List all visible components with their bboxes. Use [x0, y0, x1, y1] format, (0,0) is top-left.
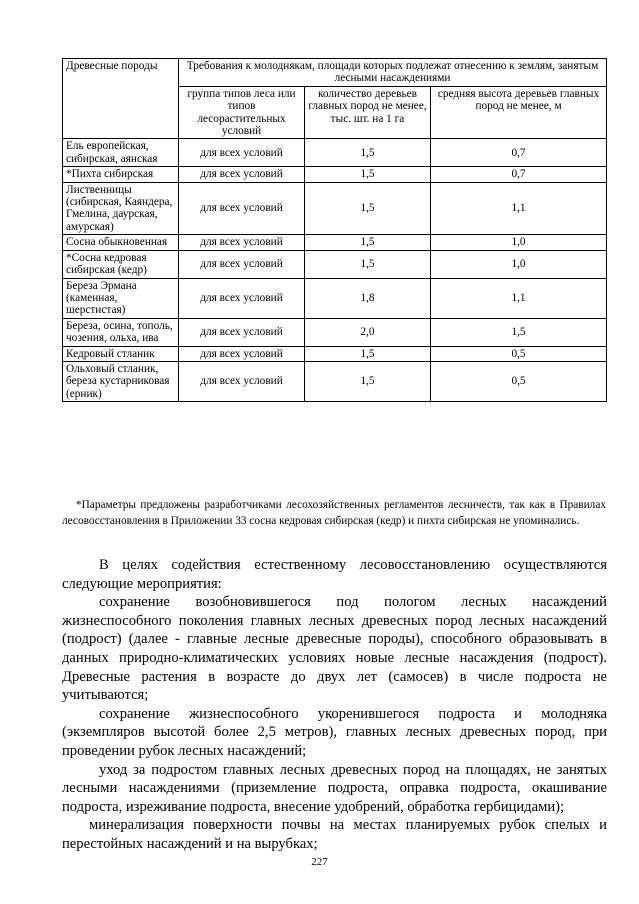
cell-group: для всех условий	[179, 318, 305, 346]
cell-count: 1,5	[305, 167, 431, 182]
header-requirements: Требования к молоднякам, площади которых подлежат отнесению к землям, занятым лесными насаждениями	[179, 59, 607, 87]
cell-count: 1,5	[305, 250, 431, 278]
header-species: Древесные породы	[63, 59, 179, 139]
table-row	[63, 235, 607, 250]
cell-height: 1,1	[431, 182, 607, 235]
cell-height: 0,7	[431, 167, 607, 182]
table-footnote	[62, 497, 606, 530]
cell-count: 1,5	[305, 139, 431, 167]
table-row	[63, 361, 607, 401]
cell-height: 0,5	[431, 346, 607, 361]
cell-group: для всех условий	[179, 361, 305, 401]
cell-count: 2,0	[305, 318, 431, 346]
table-header-row	[63, 59, 607, 87]
cell-group: для всех условий	[179, 182, 305, 235]
requirements-table	[62, 58, 607, 402]
cell-count: 1,5	[305, 361, 431, 401]
paragraph: уход за подростом главных лесных древесных пород на площадях, не занятых лесными насаждениями (приземление подроста, оправка подроста, окашивание подроста, изреживание подроста, внесение удобрений, обработка гербицидами);	[62, 761, 607, 815]
cell-count: 1,8	[305, 278, 431, 318]
table-row	[63, 250, 607, 278]
cell-group: для всех условий	[179, 346, 305, 361]
paragraph: минерализация поверхности почвы на местах планируемых рубок спелых и перестойных насаждений и на вырубках;	[62, 817, 607, 852]
cell-species: Береза Эрмана (каменная, шерстистая)	[63, 278, 179, 318]
header-forest-type-group: группа типов леса или типов лесорастительных условий	[179, 86, 305, 139]
cell-group: для всех условий	[179, 278, 305, 318]
cell-species: Ель европейская, сибирская, аянская	[63, 139, 179, 167]
paragraph: сохранение жизнеспособного укоренившегося подроста и молодняка (экземпляров высотой более 2,5 метров), главных лесных древесных пород, при проведении рубок лесных насаждений;	[62, 705, 607, 759]
header-tree-count: количество деревьев главных пород не менее, тыс. шт. на 1 га	[305, 86, 431, 139]
page-number: 227	[311, 856, 328, 868]
table-row	[63, 278, 607, 318]
table-row	[63, 318, 607, 346]
cell-species: Береза, осина, тополь, чозения, ольха, ива	[63, 318, 179, 346]
cell-height: 1,0	[431, 250, 607, 278]
cell-count: 1,5	[305, 235, 431, 250]
cell-species: Лиственницы (сибирская, Каяндера, Гмелина, даурская, амурская)	[63, 182, 179, 235]
cell-species: Кедровый стланик	[63, 346, 179, 361]
cell-height: 1,0	[431, 235, 607, 250]
cell-group: для всех условий	[179, 139, 305, 167]
cell-species: Ольховый стланик, береза кустарниковая (ерник)	[63, 361, 179, 401]
table-row	[63, 182, 607, 235]
cell-height: 0,5	[431, 361, 607, 401]
cell-group: для всех условий	[179, 235, 305, 250]
cell-count: 1,5	[305, 182, 431, 235]
cell-group: для всех условий	[179, 250, 305, 278]
header-tree-height: средняя высота деревьев главных пород не менее, м	[431, 86, 607, 139]
cell-height: 0,7	[431, 139, 607, 167]
cell-height: 1,1	[431, 278, 607, 318]
paragraph: сохранение возобновившегося под пологом лесных насаждений жизнеспособного поколения главных лесных древесных пород лесных насаждений (подрост) (далее - главные лесные древесные породы), способного образовывать в данных природно-климатических условиях новые лесные насаждения (подрост). Древесные растения в возрасте до двух лет (самосев) в числе подроста не учитываются;	[62, 594, 607, 704]
footnote-text: *Параметры предложены разработчиками лесохозяйственных регламентов лесничеств, так как в Правилах лесовосстановления в Приложении 33 сосна кедровая сибирская (кедр) и пихта сибирская не упоминались.	[62, 499, 606, 528]
cell-count: 1,5	[305, 346, 431, 361]
cell-species: Сосна обыкновенная	[63, 235, 179, 250]
cell-group: для всех условий	[179, 167, 305, 182]
table-row	[63, 167, 607, 182]
table-row	[63, 139, 607, 167]
body-text	[62, 556, 607, 854]
cell-species: *Пихта сибирская	[63, 167, 179, 182]
table-row	[63, 346, 607, 361]
paragraph: В целях содействия естественному лесовосстановлению осуществляются следующие мероприятия:	[62, 557, 607, 592]
cell-height: 1,5	[431, 318, 607, 346]
cell-species: *Сосна кедровая сибирская (кедр)	[63, 250, 179, 278]
